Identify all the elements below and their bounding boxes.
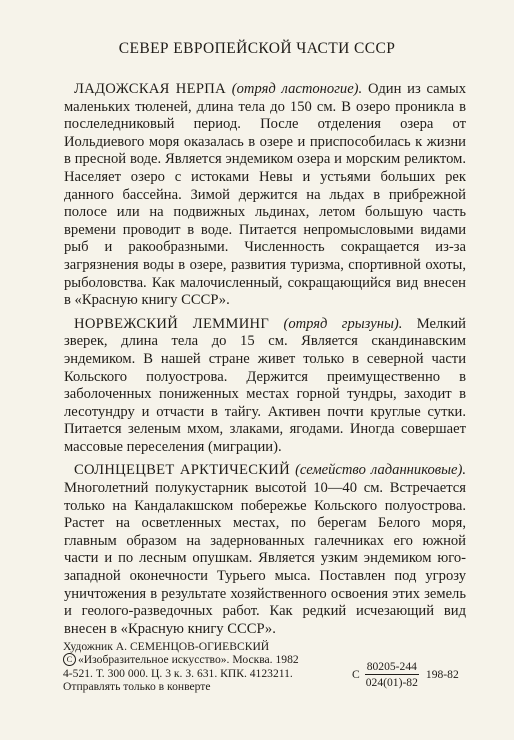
price-code-fraction xyxy=(364,660,420,689)
price-code-denominator: 024(01)-82 xyxy=(365,676,418,689)
mailing-note: Отправлять только в конверте xyxy=(63,680,211,694)
species-description: Мелкий зверек, длина тела до 15 см. Является скандинавским эндемиком. В нашей стране живет только в северной части Кольского полуострова. Держится преимущественно в заболоченных пониженных местах горной тундры, заходит в лесотундру и отчасти в тайгу. Активен почти круглые сутки. Питается зеленым мхом, злаками, ягодами. Иногда совершает массовые переселения (миграции). xyxy=(64,315,466,455)
section-arctic-rockrose xyxy=(64,462,466,638)
section-ladoga-seal xyxy=(64,81,466,310)
species-description: Один из самых маленьких тюленей, длина тела до 150 см. В озеро проникла в послеледниковый период. После отделения озера от Иольдиевого моря оказалась в озере и приспособилась к жизни в пресной воде. Является эндемиком озера и морским реликтом. Населяет озеро с истоками Невы и устьями больших рек данного бассейна. Зимой держится на льдах в прибрежной полосе или на подвижных льдинах, летом большую часть времени проводит в воде. Питается непромысловыми видами рыб и ракообразными. Численность сокращается из-за загрязнения воды в озере, развития туризма, спортивной охоты, рыболовства. Как малочисленный, сокращающийся вид внесен в «Красную книгу СССР». xyxy=(64,81,466,309)
species-name: ЛАДОЖСКАЯ НЕРПА xyxy=(74,81,226,97)
taxon: (отряд грызуны). xyxy=(283,315,403,332)
artist-credit: Художник А. СЕМЕНЦОВ-ОГИЕВСКИЙ xyxy=(63,640,270,653)
taxon: (семейство ладанниковые). xyxy=(295,462,466,479)
price-code-prefix: С xyxy=(352,668,360,681)
price-code xyxy=(352,660,459,689)
page-title: СЕВЕР ЕВРОПЕЙСКОЙ ЧАСТИ СССР xyxy=(118,40,396,57)
species-description: Многолетний полукустарник высотой 10—40 см. Встречается только на Кандалакшском побережье Кольского полуострова. Растет на осветленных местах, по берегам Белого моря, главным образом на задернованных галечниках его южной части и по лесным опушкам. Является узким эндемиком юго-западной оконечности Турьего мыса. Поставлен под угрозу уничтожения в результате хозяйственного освоения этих земель и геолого-разведочных работ. Как редкий исчезающий вид внесен в «Красную книгу СССР». xyxy=(64,480,466,637)
body-text xyxy=(64,81,466,644)
taxon: (отряд ластоногие). xyxy=(231,81,363,97)
publisher: «Изобразительное искусство». Москва. 1982 xyxy=(78,653,299,667)
species-name: СОЛНЦЕЦВЕТ АРКТИЧЕСКИЙ xyxy=(74,462,290,479)
copyright-icon: C xyxy=(63,653,76,666)
price-code-numerator: 80205-244 xyxy=(366,660,417,673)
species-name: НОРВЕЖСКИЙ ЛЕММИНГ xyxy=(74,315,270,332)
print-info: 4-521. Т. 300 000. Ц. 3 к. З. 631. КПК. 4123211. xyxy=(63,666,293,680)
price-code-suffix: 198-82 xyxy=(425,668,459,681)
section-norway-lemming xyxy=(64,316,466,457)
